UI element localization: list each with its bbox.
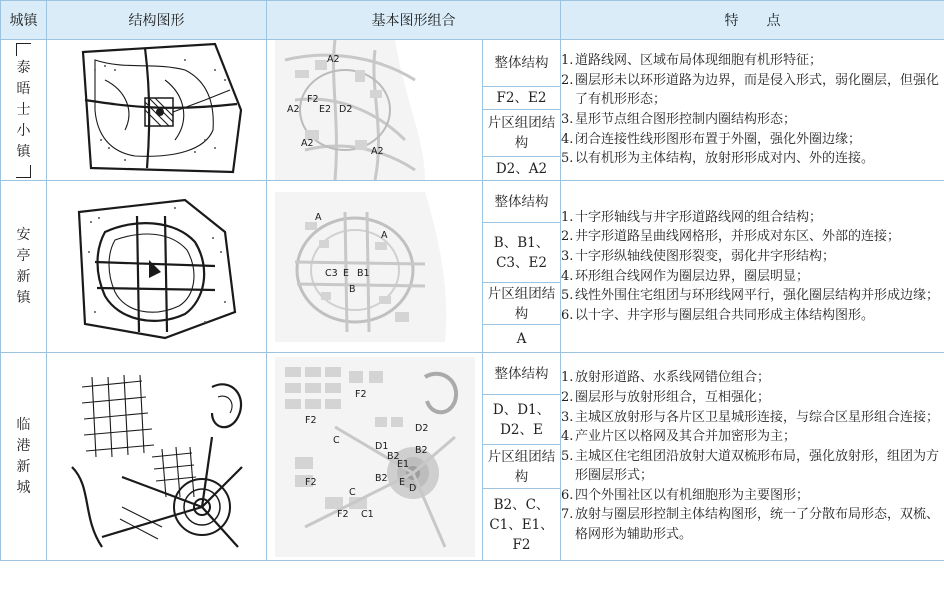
map-label: E1 bbox=[396, 458, 409, 470]
table-row bbox=[1, 40, 944, 87]
feature-item: 1. 十字形轴线与井字形道路线网的组合结构； bbox=[561, 209, 823, 225]
combo-map-cell bbox=[267, 353, 483, 561]
feature-item: 2. 井字形道路呈曲线网格形，并形成对东区、外部的连接； bbox=[561, 229, 901, 245]
feature-item: 2. 圈层形与放射形组合，互相强化； bbox=[561, 389, 771, 405]
combo-label: 片区组团结构 bbox=[483, 283, 561, 325]
town-name: 临港新城 bbox=[16, 416, 31, 496]
map-label: B1 bbox=[356, 267, 370, 279]
combo-label: F2、E2 bbox=[483, 86, 561, 110]
map-label: B2 bbox=[386, 450, 400, 462]
feature-item: 6. 以十字、井字形与圈层组合共同形成主体结构图形。 bbox=[561, 307, 875, 323]
combo-label: D2、A2 bbox=[483, 157, 561, 181]
map-label: D2 bbox=[338, 104, 352, 115]
map-label: D1 bbox=[374, 440, 388, 452]
taiwushi-plan-map-icon bbox=[275, 40, 475, 180]
feature-item: 4. 环形组合线网作为圈层边界，圈层明显； bbox=[561, 268, 810, 284]
combo-label: 片区组团结构 bbox=[483, 110, 561, 157]
map-label: E bbox=[398, 476, 405, 488]
table-row bbox=[1, 181, 944, 223]
header-row bbox=[1, 1, 944, 40]
feature-item: 4. 闭合连接性线形图形布置于外圈，强化外圈边缘； bbox=[561, 131, 862, 147]
feature-item: 5. 主城区住宅组团沿放射大道双梳形布局，强化放射形，组团为方形圈层形式； bbox=[561, 448, 940, 484]
town-name: 泰晤士小镇 bbox=[16, 59, 31, 160]
map-label: E bbox=[342, 267, 349, 279]
anting-structure-sketch-icon bbox=[65, 192, 249, 342]
map-label: D bbox=[408, 482, 416, 494]
anting-plan-map-icon bbox=[275, 192, 475, 342]
map-label: A2 bbox=[326, 54, 340, 65]
bracket-close-icon bbox=[16, 165, 31, 178]
map-label: A bbox=[380, 229, 387, 241]
structure-sketch-cell bbox=[47, 353, 267, 561]
lingang-structure-sketch-icon bbox=[62, 357, 252, 557]
map-label: B2 bbox=[374, 472, 388, 484]
map-label: F2 bbox=[304, 476, 317, 488]
town-name: 安亭新镇 bbox=[16, 226, 31, 306]
combo-label: 片区组团结构 bbox=[483, 445, 561, 489]
header-features: 特 点 bbox=[561, 1, 944, 40]
feature-item: 1. 放射形道路、水系线网错位组合； bbox=[561, 370, 771, 386]
town-cell bbox=[1, 40, 47, 181]
map-label: B2 bbox=[414, 444, 428, 456]
map-label: C bbox=[348, 486, 356, 498]
map-label: C1 bbox=[360, 508, 374, 520]
feature-item: 3. 十字形纵轴线使图形裂变，弱化井字形结构； bbox=[561, 248, 836, 264]
header-combo: 基本图形组合 bbox=[267, 1, 561, 40]
town-cell bbox=[1, 353, 47, 561]
feature-item: 4. 产业片区以格网及其合并加密形为主； bbox=[561, 429, 797, 445]
combo-label: 整体结构 bbox=[483, 353, 561, 395]
bracket-open-icon bbox=[16, 43, 31, 56]
map-label: B bbox=[348, 283, 356, 295]
map-label: A bbox=[314, 211, 321, 223]
header-structure: 结构图形 bbox=[47, 1, 267, 40]
features-cell bbox=[561, 40, 944, 181]
feature-item: 1. 道路线网、区域布局体现细胞有机形特征； bbox=[561, 53, 823, 69]
structure-sketch-cell bbox=[47, 181, 267, 353]
combo-label: B2、C、C1、E1、F2 bbox=[483, 489, 561, 561]
taiwushi-structure-sketch-icon bbox=[65, 40, 249, 180]
combo-label: 整体结构 bbox=[483, 181, 561, 223]
town-cell bbox=[1, 181, 47, 353]
map-label: F2 bbox=[354, 388, 367, 400]
features-cell bbox=[561, 353, 944, 561]
map-label: C bbox=[332, 434, 340, 446]
map-label: F2 bbox=[336, 508, 349, 520]
combo-label: D、D1、D2、E bbox=[483, 395, 561, 445]
map-label: F2 bbox=[306, 94, 319, 105]
combo-label: 整体结构 bbox=[483, 40, 561, 87]
structure-sketch-cell bbox=[47, 40, 267, 181]
map-label: D2 bbox=[414, 422, 428, 434]
combo-map-cell bbox=[267, 181, 483, 353]
features-cell bbox=[561, 181, 944, 353]
feature-item: 3. 星形节点组合图形控制内圈结构形态； bbox=[561, 112, 797, 127]
feature-item: 5. 以有机形为主体结构，放射形形成对内、外的连接。 bbox=[561, 151, 875, 167]
feature-item: 6. 四个外围社区以有机细胞形为主要图形； bbox=[561, 487, 810, 503]
combo-label: A bbox=[483, 325, 561, 353]
map-label: E2 bbox=[318, 104, 331, 115]
map-label: A2 bbox=[300, 138, 314, 149]
feature-item: 7. 放射与圈层形控制主体结构图形，统一了分散布局形态，双梳、格网形为辅助形式。 bbox=[561, 507, 940, 543]
combo-label: B、B1、C3、E2 bbox=[483, 223, 561, 283]
map-label: C3 bbox=[324, 267, 338, 279]
table-row bbox=[1, 353, 944, 395]
feature-item: 2. 圈层形未以环形道路为边界，而是侵入形式，弱化圈层，但强化了有机形形态； bbox=[561, 72, 940, 108]
header-town: 城镇 bbox=[1, 1, 47, 40]
map-label: A2 bbox=[370, 146, 384, 157]
combo-map-cell bbox=[267, 40, 483, 181]
map-label: A2 bbox=[286, 104, 300, 115]
feature-item: 5. 线性外围住宅组团与环形线网平行，强化圈层结构并形成边缘； bbox=[561, 288, 940, 304]
lingang-plan-map-icon bbox=[275, 357, 475, 557]
map-label: F2 bbox=[304, 414, 317, 426]
feature-item: 3. 主城区放射形与各片区卫星城形连接，与综合区星形组合连接； bbox=[561, 409, 940, 425]
